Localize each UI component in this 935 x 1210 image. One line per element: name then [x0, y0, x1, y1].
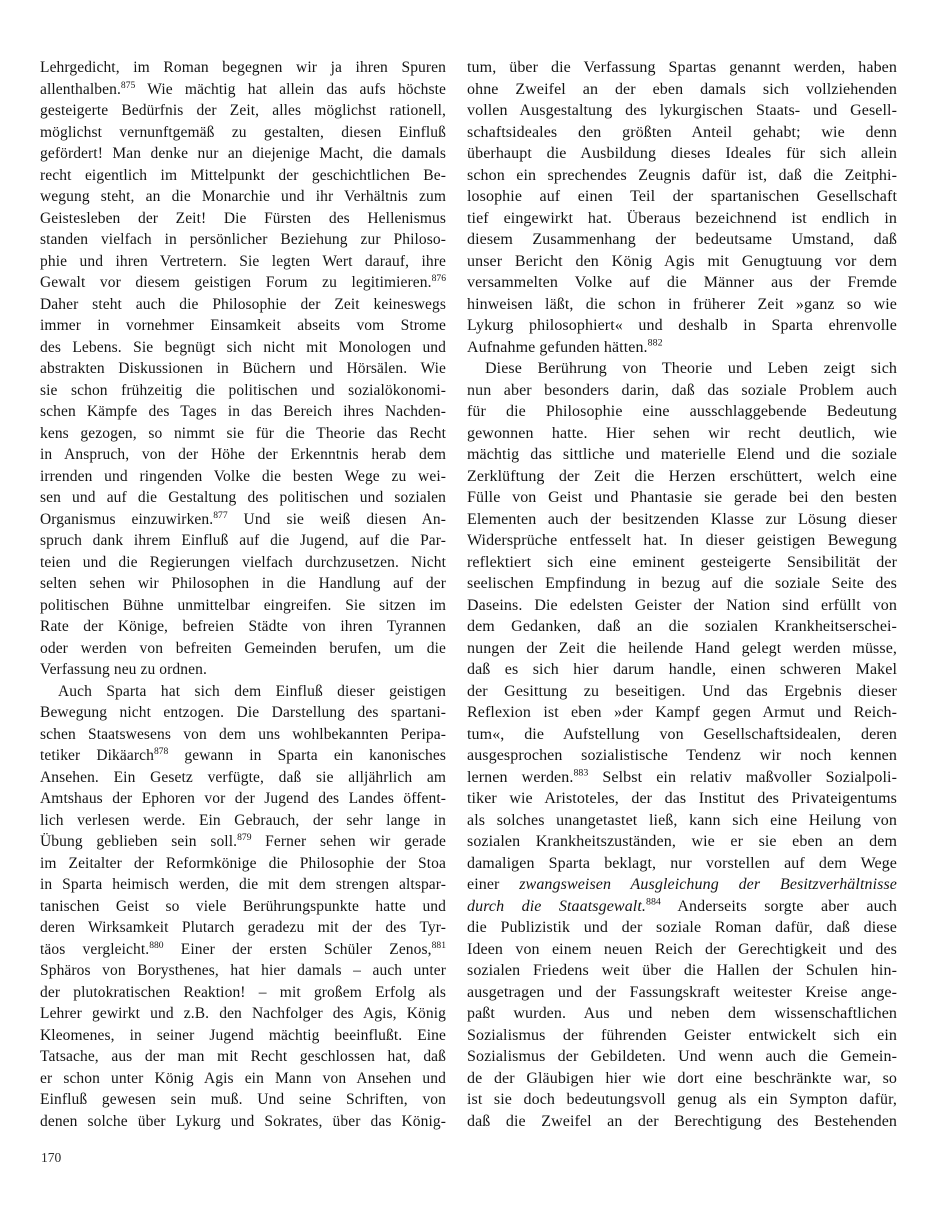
text-line: Geistesleben der Zeit! Die Fürsten des Hellenismus: [40, 209, 446, 227]
text-line: Fülle von Geist und Phantasie sie gerade bei den besten: [467, 489, 897, 506]
text-line: sozialen Krankheitszuständen, wie er sie eben an dem: [467, 833, 897, 850]
text-line: Übung geblieben sein soll.$^{879}$ Ferner sehen wir gerade: [40, 831, 446, 850]
text-line: Reflexion ist eben »der Kampf gegen Armut und Reich-: [467, 704, 897, 721]
text-line: Daher steht auch die Philosophie der Zeit keineswegs: [40, 295, 446, 313]
text-line: Ansehen. Ein Gesetz verfügte, daß sie alljährlich am: [40, 768, 446, 786]
text-line: immer in vornehmer Einsamkeit abseits vom Strome: [40, 317, 446, 334]
text-line: Sozialismus der Gebildeten. Und wenn auch die Gemein-: [467, 1048, 897, 1065]
text-line: Einfluß gewesen sein muß. Und seine Schriften, von: [40, 1091, 446, 1108]
text-line: Zerklüftung der Zeit die Herzen erschüttert, welch eine: [467, 467, 897, 485]
text-line: tetiker Dikäarch$^{878}$ gewann in Sparta ein kanonisches: [40, 745, 446, 764]
text-line: tiker wie Aristoteles, der das Institut des Privateigentums: [467, 790, 897, 807]
text-line: reflektiert sich eine eminent gesteigerte Sensibilität der: [467, 553, 897, 571]
text-line: Lehrer gewirkt und z.B. den Nachfolger des Agis, König: [40, 1005, 446, 1022]
text-line: nun aber besonders darin, daß das soziale Problem auch: [467, 381, 897, 399]
text-line: gefördert! Man denke nur an diejenige Macht, die damals: [40, 145, 446, 162]
text-line: sen und auf die Gestaltung des politischen und sozialen: [40, 489, 446, 506]
text-line: gewonnen hatte. Hier sehen wir recht deutlich, wie: [467, 424, 897, 442]
text-line: gesteigerte Bedürfnis der Zeit, alles möglichst rationell,: [40, 102, 446, 119]
text-line: Sphäros von Borysthenes, hat hier damals – auch unter: [40, 962, 446, 979]
text-line: daß es sich hier darum handle, einen schweren Makel: [467, 661, 897, 678]
text-line: lich verlesen werde. Ein Gebrauch, der sehr lange in: [40, 811, 446, 829]
text-line: in Sparta heimisch werden, die mit dem strengen altspar-: [40, 876, 446, 893]
text-line: schaftsideales den größten Anteil gehabt; wie denn: [467, 123, 897, 141]
text-line: oder werden von befreiten Gemeinden berufen, um die: [40, 639, 446, 657]
text-line: Lehrgedicht, im Roman begegnen wir ja ihren Spuren: [40, 59, 446, 76]
text-line: Lykurg philosophiert« und deshalb in Sparta ehrenvolle: [467, 317, 897, 334]
text-line: lernen werden.$^{883}$ Selbst ein relativ maßvoller Sozialpoli-: [467, 767, 897, 786]
text-line: versammelten Volke auf die Männer aus der Fremde: [467, 274, 897, 291]
text-line: ist sie doch bedeutungsvoll genug als ein Sympton dafür,: [467, 1091, 897, 1108]
text-line: täos vergleicht.$^{880}$ Einer der ersten Schüler Zenos,$^{881}$: [40, 939, 446, 958]
text-line: Diese Berührung von Theorie und Leben zeigt sich: [485, 360, 897, 377]
text-line: für die Philosophie eine ausschlaggebende Bedeutung: [467, 403, 897, 420]
text-line: sozialen Friedens weit über die Hallen der Schulen hin-: [467, 962, 897, 979]
text-line: teien und die Regierungen vielfach durchzusetzen. Nicht: [40, 553, 446, 571]
text-line: unser Bericht den König Agis mit Genugtuung vor dem: [467, 252, 897, 270]
text-line: denen solche über Lykurg und Sokrates, über das König-: [40, 1112, 446, 1130]
text-line: seelischen Empfindung in bezug auf die soziale Seite des: [467, 575, 897, 592]
text-line: Bewegung nicht entzogen. Die Darstellung des spartani-: [40, 704, 446, 721]
text-column-right: [467, 57, 897, 1132]
text-line: dem Gedanken, daß an die sozialen Krankheitserschei-: [467, 618, 897, 635]
text-line: tum«, die Aufstellung von Gesellschaftsidealen, deren: [467, 725, 897, 743]
text-line: losophie auf einen Teil der spartanischen Gesellschaft: [467, 188, 897, 205]
text-line: phie und ihren Vertretern. Sie legten Wert darauf, ihre: [40, 252, 446, 270]
text-line: irrenden und ringenden Volke die besten Wege zu wei-: [40, 467, 446, 485]
text-column-left: [40, 57, 446, 1132]
text-line: tief eingewirkt hat. Überaus bezeichnend ist endlich in: [467, 209, 897, 227]
text-line: im Zeitalter der Reformkönige die Philosophie der Stoa: [40, 854, 446, 872]
text-line: selten sehen wir Philosophen in die Handlung auf der: [40, 575, 446, 592]
text-line: politischen Bühne unmittelbar eingreifen. Sie sitzen im: [40, 596, 446, 614]
text-line: paßt wurden. Aus und neben dem wissenschaftlichen: [467, 1005, 897, 1022]
text-line: des Lebens. Sie begnügt sich nicht mit Monologen und: [40, 338, 446, 356]
text-line: nungen der Zeit die heilende Hand gelegt werden müsse,: [467, 639, 897, 657]
text-line: abstrakten Diskussionen in Büchern und Hörsälen. Wie: [40, 360, 446, 377]
text-line: überhaupt die Ausbildung dieses Ideales für sich allein: [467, 145, 897, 162]
text-line: der Gesittung zu beseitigen. Und das Ergebnis dieser: [467, 682, 897, 700]
text-line: Auch Sparta hat sich dem Einfluß dieser geistigen: [58, 682, 446, 700]
text-line: er schon unter König Agis ein Mann von Ansehen und: [40, 1069, 446, 1087]
text-line: Ideen von einem neuen Reich der Gerechtigkeit und des: [467, 940, 897, 958]
text-line: schon ein sprechendes Zeugnis dafür ist, daß die Zeitphi-: [467, 166, 897, 184]
text-line: Aufnahme gefunden hätten.$^{882}$: [467, 337, 663, 356]
text-line: möglichst vernunftgemäß zu gestalten, diesen Einfluß: [40, 123, 446, 141]
text-line: die Publizistik und der soziale Roman dafür, daß diese: [467, 919, 897, 936]
text-line: Kleomenes, in seiner Jugend mächtig beeinflußt. Eine: [40, 1026, 446, 1044]
text-line: Daseins. Die edelsten Geister der Nation sind erfüllt von: [467, 596, 897, 614]
text-line: Widersprüche entfesselt hat. In dieser geistigen Bewegung: [467, 532, 897, 549]
text-line: Tatsache, aus der man mit Recht geschlossen hat, daß: [40, 1048, 446, 1065]
text-line: damaligen Sparta beklagt, nur vorstellen auf dem Wege: [467, 854, 897, 872]
text-line: recht eigentlich im Mittelpunkt der geschichtlichen Be-: [40, 166, 446, 184]
text-line: ausgesprochen sozialistische Tendenz wir noch kennen: [467, 747, 897, 764]
text-line: ausgetragen und der Fassungskraft weitester Kreise ange-: [467, 983, 897, 1001]
text-line: Sozialismus der führenden Geister entwickelt sich ein: [467, 1026, 897, 1044]
text-line: schen Staatswesens von dem uns wohlbekannten Peripa-: [40, 725, 446, 743]
text-line: einer zwangsweisen Ausgleichung der Besitzverhältnisse: [467, 876, 897, 893]
text-line: der plutokratischen Reaktion! – mit großem Erfolg als: [40, 983, 446, 1001]
text-line: Rate der Könige, befreien Städte von ihren Tyrannen: [40, 618, 446, 635]
text-line: vollen Ausgestaltung des lykurgischen Staats- und Gesell-: [467, 102, 897, 119]
text-line: hinweisen läßt, die schon in früherer Zeit »ganz so wie: [467, 295, 897, 313]
text-line: als solches unangetastet ließ, kann sich eine Heilung von: [467, 811, 897, 829]
text-line: durch die Staatsgewalt.$^{884}$ Anderseits sorgte aber auch: [467, 896, 897, 915]
text-line: sie schon frühzeitig die politischen und sozialökonomi-: [40, 381, 446, 399]
text-line: mächtig das sittliche und materielle Elend und die soziale: [467, 446, 897, 463]
text-line: wegung steht, an die Monarchie und ihr Verhältnis zum: [40, 188, 446, 205]
text-line: Amtshaus der Ephoren vor der Jugend des Landes öffent-: [40, 790, 446, 807]
text-line: Verfassung neu zu ordnen.: [40, 661, 207, 678]
text-line: tanischen Geist so viele Berührungspunkte hatte und: [40, 897, 446, 915]
text-line: in Anspruch, von der Höhe der Erkenntnis herab dem: [40, 446, 446, 463]
page-number: 170: [41, 1150, 62, 1165]
text-line: de der Gläubigen hier wie dort eine beschränkte war, so: [467, 1069, 897, 1087]
text-line: deren Wirksamkeit Plutarch geradezu mit der des Tyr-: [40, 919, 446, 936]
text-line: Elementen auch der besitzenden Klasse zur Lösung dieser: [467, 510, 897, 528]
text-line: kens gezogen, so nimmt sie für die Theorie das Recht: [40, 424, 446, 442]
text-line: ohne Zweifel an der eben damals sich vollziehenden: [467, 80, 897, 98]
text-line: diesem Zusammenhang der bedeutsame Umstand, daß: [467, 231, 897, 248]
text-line: Organismus einzuwirken.$^{877}$ Und sie weiß diesen An-: [40, 509, 446, 528]
text-line: allenthalben.$^{875}$ Wie mächtig hat allein das aufs höchste: [40, 79, 446, 98]
text-line: schen Kämpfe des Tages in das Bereich ihres Nachden-: [40, 403, 446, 420]
text-line: tum, über die Verfassung Spartas genannt werden, haben: [467, 59, 897, 76]
text-line: daß die Zweifel an der Berechtigung des Bestehenden: [467, 1112, 897, 1130]
text-line: standen vielfach in persönlicher Beziehung zur Philoso-: [40, 231, 446, 248]
text-line: Gewalt vor diesem geistigen Forum zu legitimieren.$^{876}$: [40, 272, 446, 291]
text-line: spruch dank ihrem Einfluß auf die Jugend, auf die Par-: [40, 532, 446, 549]
